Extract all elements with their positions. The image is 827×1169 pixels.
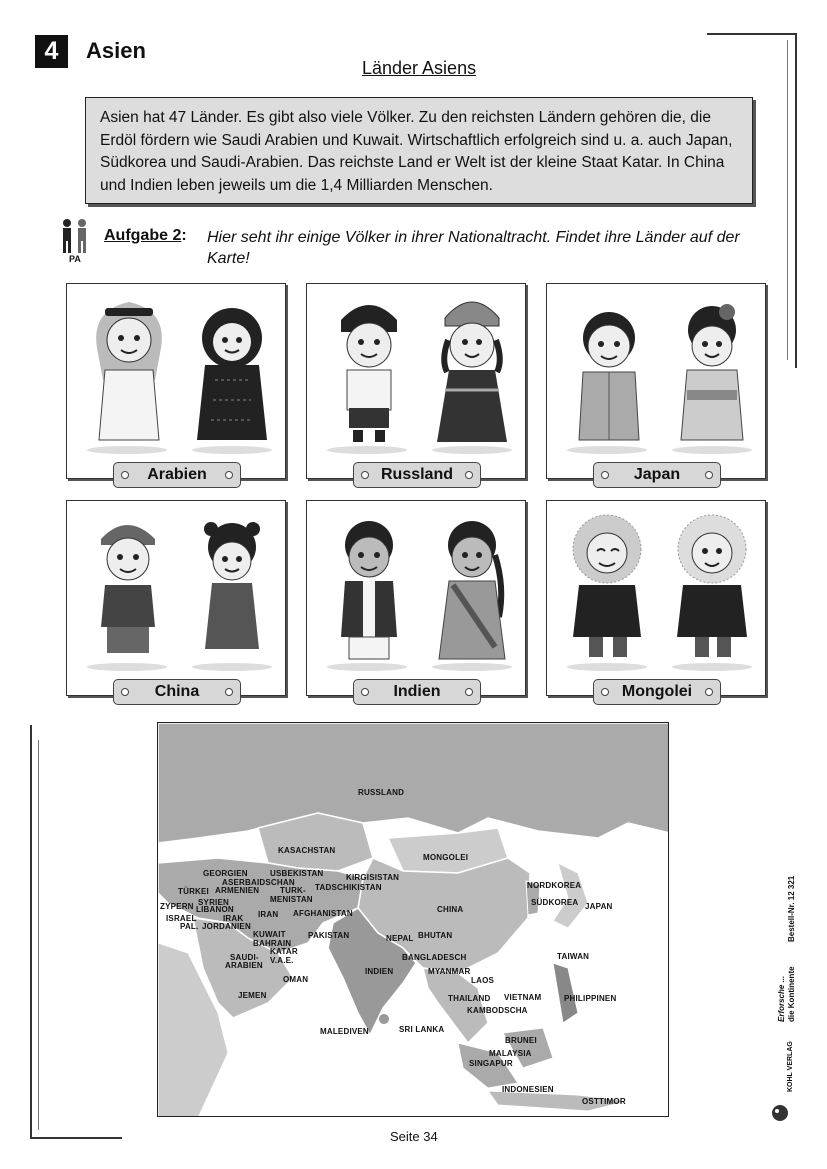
map-label-pal: PAL. [180,922,199,931]
frame-line-right-inner [787,40,788,360]
map-label-brunei: BRUNEI [505,1036,537,1045]
costume-card-russland [306,283,526,483]
publisher-name: KOHL VERLAG [787,1041,794,1092]
russland-children-illustration [315,290,519,455]
map-label-philippinen: PHILIPPINEN [564,994,617,1003]
map-label-irak: IRAK [223,914,244,923]
map-label-georgien: GEORGIEN [203,869,248,878]
map-label-kuwait: KUWAIT [253,930,286,939]
map-label-nepal: NEPAL [386,934,414,943]
map-label-afghanistan: AFGHANISTAN [293,909,353,918]
order-number: Bestell-Nr. 12 321 [787,875,796,942]
map-label-armenien: ARMENIEN [215,886,260,895]
costume-card-mongolei [546,500,766,700]
page-number: Seite 34 [390,1129,438,1144]
map-label-vietnam: VIETNAM [504,993,542,1002]
publisher-logo-icon [769,1102,791,1124]
asia-map [157,722,669,1117]
map-label-indonesien: INDONESIEN [502,1085,554,1094]
card-label: Japan [633,466,681,483]
map-label-bhutan: BHUTAN [418,931,453,940]
mongolei-children-illustration [555,507,759,672]
map-label-indien: INDIEN [365,967,394,976]
task-label-colon: : [181,227,187,244]
frame-line-right [795,33,797,368]
map-label-tuerkei: TÜRKEI [178,887,209,896]
costume-card-china [66,500,286,700]
label-plaque-japan [593,462,721,488]
map-label-china: CHINA [437,905,464,914]
map-label-suedkorea: SÜDKOREA [531,898,579,907]
map-label-jordanien: JORDANIEN [202,922,251,931]
chapter-number: 4 [35,35,68,68]
frame-line-left [30,725,32,1137]
frame-line-left-inner [38,740,39,1130]
map-label-laos: LAOS [471,976,495,985]
pa-label: PA [69,254,81,264]
task-label [104,227,187,245]
map-label-usbekistan: USBEKISTAN [270,869,324,878]
japan-children-illustration [555,290,759,455]
intro-text: Asien hat 47 Länder. Es gibt also viele Völker. Zu den reichsten Ländern gehören die, die Erdöl fördern wie Saudi Arabien und Kuwait. Wirtschaftlich erfolgreich sind u. a. auch Japan, Südkorea und Saudi-Arabien. Das reichste Land er Welt ist der kleine Staat Katar. In China und Indien leben jeweils um die 1,4 Milliarden Menschen. [100,109,733,194]
map-label-japan: JAPAN [585,902,613,911]
map-label-mongolei: MONGOLEI [423,853,469,862]
map-label-nordkorea: NORDKOREA [527,881,582,890]
map-label-kasachstan: KASACHSTAN [278,846,336,855]
label-plaque-arabien [113,462,241,488]
map-label-singapur: SINGAPUR [469,1059,513,1068]
map-label-zypern: ZYPERN [160,902,194,911]
card-label: China [154,683,200,700]
card-label: Arabien [147,466,207,483]
map-label-malaysia: MALAYSIA [489,1049,532,1058]
map-label-israel: ISRAEL [166,914,197,923]
map-label-kambodscha: KAMBODSCHA [467,1006,528,1015]
card-label: Indien [393,683,441,700]
task-text: Hier seht ihr einige Völker in ihrer Nationaltracht. Findet ihre Länder auf der Karte! [207,229,740,267]
map-label-osttimor: OSTTIMOR [582,1097,626,1106]
series-subtitle: die Kontinente [787,966,796,1022]
frame-line-bottom-left [30,1137,122,1139]
china-children-illustration [75,507,279,672]
label-plaque-china [113,679,241,705]
map-label-myanmar: MYANMAR [428,967,471,976]
map-label-pakistan: PAKISTAN [308,931,350,940]
label-plaque-russland [353,462,481,488]
map-label-bahrain: BAHRAIN [253,939,292,948]
costume-card-japan [546,283,766,483]
card-label: Mongolei [621,683,693,700]
map-label-bangladesch: BANGLADESCH [402,953,467,962]
publisher-info [775,862,805,1122]
map-label-libanon: LIBANON [196,905,234,914]
series-title: Erforsche ... [777,975,786,1022]
costume-card-arabien [66,283,286,483]
map-label-sri-lanka: SRI LANKA [399,1025,445,1034]
task-label-text: Aufgabe 2 [104,227,182,244]
map-label-kirgisistan: KIRGISISTAN [346,873,400,882]
map-label-katar: KATAR [270,947,298,956]
map-label-turkmenistan-2: MENISTAN [270,895,313,904]
map-label-tadschikistan: TADSCHIKISTAN [315,883,382,892]
intro-text-box [85,97,753,204]
map-label-syrien: SYRIEN [198,898,229,907]
map-label-saudi-2: ARABIEN [225,961,263,970]
map-label-malediven: MALEDIVEN [320,1027,369,1036]
page-subtitle: Länder Asiens [362,58,477,78]
card-label: Russland [380,466,453,483]
label-plaque-mongolei [593,679,721,705]
map-label-aserbaidschan: ASERBAIDSCHAN [222,878,295,887]
label-plaque-indien [353,679,481,705]
map-label-taiwan: TAIWAN [557,952,590,961]
map-label-thailand: THAILAND [448,994,491,1003]
map-label-saudi-1: SAUDI- [230,953,259,962]
arabien-children-illustration [75,290,279,455]
chapter-title: Asien [86,38,146,63]
costume-card-indien [306,500,526,700]
map-label-iran: IRAN [258,910,279,919]
map-label-russland: RUSSLAND [358,788,405,797]
indien-children-illustration [315,507,519,672]
map-label-jemen: JEMEN [238,991,267,1000]
map-label-vae: V.A.E. [270,956,294,965]
frame-line-top-right [707,33,797,35]
map-label-oman: OMAN [283,975,309,984]
map-label-turkmenistan-1: TURK- [280,886,306,895]
